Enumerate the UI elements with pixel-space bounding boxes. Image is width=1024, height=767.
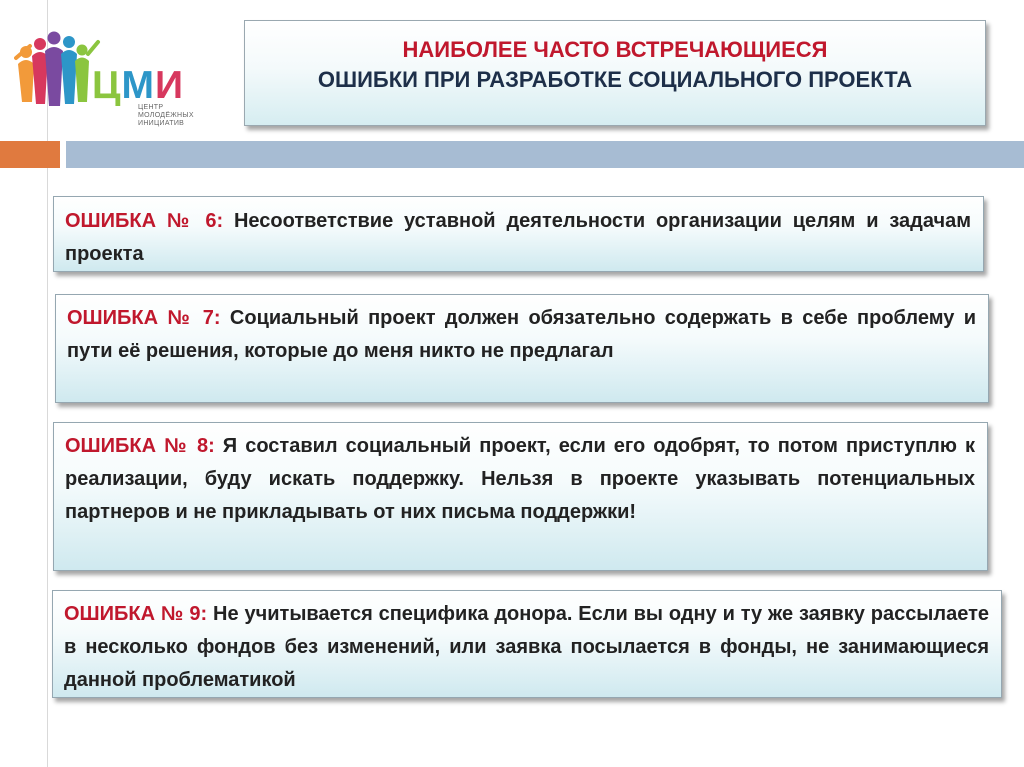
error-7-box <box>55 294 989 403</box>
logo <box>14 24 229 127</box>
logo-letter-2: М <box>121 64 155 107</box>
error-6-box <box>53 196 984 272</box>
logo-letter-3: И <box>155 64 185 107</box>
orange-divider-bar <box>0 141 60 168</box>
error-9-text: Не учитывается специфика донора. Если вы одну и ту же заявку рассылаете в несколько фондов без изменений, или заявка посылается в фонды, не занимающиеся данной проблематикой <box>64 603 989 691</box>
error-8-label: ОШИБКА № 8: <box>65 435 215 457</box>
error-7-text: Социальный проект должен обязательно содержать в себе проблему и пути её решения, которые до меня никто не предлагал <box>67 307 976 362</box>
error-8-text: Я составил социальный проект, если его одобрят, то потом приступлю к реализации, буду искать поддержку. Нельзя в проекте указывать потенциальных партнеров и не прикладывать от них письма поддержки! <box>65 435 975 523</box>
title-line-1: НАИБОЛЕЕ ЧАСТО ВСТРЕЧАЮЩИЕСЯ <box>402 37 828 62</box>
error-8-box <box>53 422 988 571</box>
error-9-box <box>52 590 1002 698</box>
blue-divider-bar <box>66 141 1024 168</box>
error-7-label: ОШИБКА № 7: <box>67 307 221 329</box>
logo-abbreviation <box>92 66 184 105</box>
error-6-text: Несоответствие уставной деятельности организации целям и задачам проекта <box>65 210 971 265</box>
error-6-label: ОШИБКА № 6: <box>65 210 224 232</box>
logo-subtitle <box>138 104 194 128</box>
title-line-2: ОШИБКИ ПРИ РАЗРАБОТКЕ СОЦИАЛЬНОГО ПРОЕКТА <box>317 67 913 92</box>
title-box <box>244 20 986 126</box>
logo-subtitle-line: ИНИЦИАТИВ <box>138 120 185 127</box>
logo-subtitle-line: МОЛОДЁЖНЫХ <box>138 112 194 119</box>
logo-letter-1: Ц <box>92 64 122 107</box>
error-9-label: ОШИБКА № 9: <box>64 603 208 625</box>
logo-subtitle-line: ЦЕНТР <box>138 104 164 111</box>
